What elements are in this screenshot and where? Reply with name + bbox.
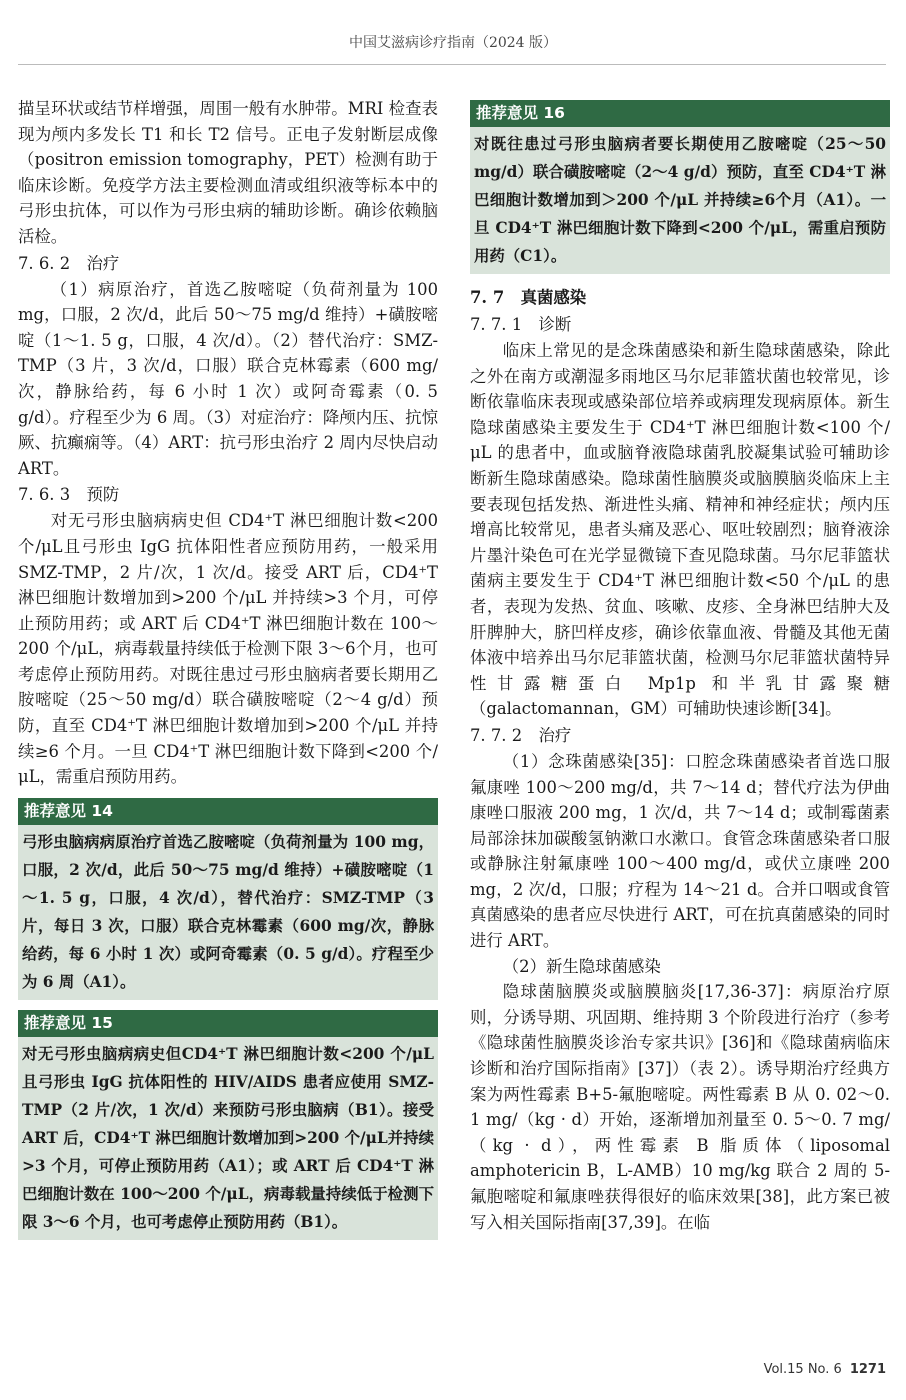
subheading-cryptococcus: （2）新生隐球菌感染 bbox=[502, 956, 661, 976]
running-header: 中国艾滋病诊疗指南（2024 版） bbox=[348, 35, 558, 51]
paragraph-7-6-2: （1）病原治疗，首选乙胺嘧啶（负荷剂量为 100 mg，口服，2 次/d，此后 50～75 mg/d 维持）+磺胺嘧啶（1～1. 5 g，口服，4 次/d）。（2）替代治疗：SMZ-TMP（3 片，3 次/d，口服）联合克林霉素（600 mg/次，静脉给药，每 6 小时 1 次）或阿奇霉素（0. 5 g/d）。疗程至少为 6 周。（3）对症治疗：降颅内压、抗惊厥、抗癫痫等。（4）ART：抗弓形虫治疗 2 周内尽快启动 ART。 bbox=[18, 279, 438, 478]
paragraph-7-7-2-cryptococcus: 隐球菌脑膜炎或脑膜脑炎[17,36-37]：病原治疗原则，分诱导期、巩固期、维持期 3 个阶段进行治疗（参考《隐球菌性脑膜炎诊治专家共识》[36]和《隐球菌病临床诊断和治疗国际指南》[37]）（表 2）。诱导期治疗经典方案为两性霉素 B+5-氟胞嘧啶。两性霉素 B 从 0. 02～0. 1 mg/（kg · d）开始，逐渐增加剂量至 0. 5～0. 7 mg/（kg · d），两性霉素 B 脂质体（liposomal amphotericin B，L-AMB）10 mg/kg 联合 2 周的 5-氟胞嘧啶和氟康唑获得很好的临床效果[38]，此方案已被写入相关国际指南[37,39]。在临 bbox=[470, 982, 890, 1232]
left-column bbox=[18, 96, 438, 1336]
recommendation-14-box bbox=[18, 798, 438, 1000]
recommendation-14-title: 推荐意见 14 bbox=[18, 798, 438, 825]
paragraph-7-7-1: 临床上常见的是念珠菌感染和新生隐球菌感染，除此之外在南方或潮湿多雨地区马尔尼菲篮状菌也较常见，诊断依靠临床表现或感染部位培养或病理发现病原体。新生隐球菌感染主要发生于 CD4⁺T 淋巴细胞计数<100 个/μL 的患者中，血或脑脊液隐球菌乳胶凝集试验可辅助诊断新生隐球菌感染。隐球菌性脑膜炎或脑膜脑炎临床上主要表现包括发热、渐进性头痛、精神和神经症状；颅内压增高比较常见，患者头痛及恶心、呕吐较剧烈；脑脊液涂片墨汁染色可在光学显微镜下查见隐球菌。马尔尼菲篮状菌病主要发生于 CD4⁺T 淋巴细胞计数<50 个/μL 的患者，表现为发热、贫血、咳嗽、皮疹、全身淋巴结肿大及肝脾肿大，脐凹样皮疹，确诊依靠血液、骨髓及其他无菌体液中培养出马尔尼菲篮状菌，检测马尔尼菲篮状菌特异性甘露糖蛋白 Mp1p 和半乳甘露聚糖（galactomannan，GM）可辅助快速诊断[34]。 bbox=[470, 341, 890, 719]
right-column bbox=[470, 96, 890, 1336]
paragraph-intro: 描呈环状或结节样增强，周围一般有水肿带。MRI 检查表现为颅内多发长 T1 和长 T2 信号。正电子发射断层成像（positron emission tomography，PET）检测有助于临床诊断。免疫学方法主要检测血清或组织液等标本中的弓形虫抗体，可以作为弓形虫病的辅助诊断。确诊依赖脑活检。 bbox=[18, 99, 438, 246]
volume-issue: Vol.15 No. 6 bbox=[763, 1362, 842, 1377]
recommendation-15-title: 推荐意见 15 bbox=[18, 1010, 438, 1037]
page-number: 1271 bbox=[849, 1362, 886, 1377]
paragraph-7-6-3: 对无弓形虫脑病病史但 CD4⁺T 淋巴细胞计数<200 个/μL且弓形虫 IgG 抗体阳性者应预防用药，一般采用 SMZ-TMP，2 片/次，1 次/d。接受 ART 后，CD4⁺T 淋巴细胞计数增加到>200 个/μL 并持续>3 个月，可停止预防用药；或 ART 后 CD4⁺T 淋巴细胞计数在 100～200 个/μL，病毒载量持续低于检测下限 3～6个月，也可考虑停止预防用药。对既往患过弓形虫脑病者要长期用乙胺嘧啶（25～50 mg/d）联合磺胺嘧啶（2～4 g/d）预防，直至 CD4⁺T 淋巴细胞计数增加到>200 个/μL 并持续≥6 个月。一旦 CD4⁺T 淋巴细胞计数下降到<200 个/μL，需重启预防用药。 bbox=[18, 511, 438, 787]
recommendation-15-box bbox=[18, 1010, 438, 1240]
recommendation-16-box bbox=[470, 100, 890, 274]
recommendation-16-body: 对既往患过弓形虫脑病者要长期使用乙胺嘧啶（25～50 mg/d）联合磺胺嘧啶（2～4 g/d）预防，直至 CD4⁺T 淋巴细胞计数增加到＞200 个/μL 并持续≥6个月（A1）。一旦 CD4⁺T 淋巴细胞计数下降到<200 个/μL，需重启预防用药（C1）。 bbox=[474, 135, 886, 265]
heading-7-7: 7. 7 真菌感染 bbox=[470, 288, 587, 307]
heading-7-6-2: 7. 6. 2 治疗 bbox=[18, 253, 120, 273]
recommendation-16-title: 推荐意见 16 bbox=[470, 100, 890, 127]
heading-7-7-1: 7. 7. 1 诊断 bbox=[470, 315, 572, 334]
recommendation-14-body: 弓形虫脑病病原治疗首选乙胺嘧啶（负荷剂量为 100 mg，口服，2 次/d，此后 50～75 mg/d 维持）+磺胺嘧啶（1～1. 5 g，口服，4 次/d），替代治疗：SMZ-TMP（3片，每日 3 次，口服）联合克林霉素（600 mg/次，静脉给药，每 6 小时 1 次）或阿奇霉素（0. 5 g/d）。疗程至少为 6 周（A1）。 bbox=[22, 832, 434, 991]
page-footer bbox=[764, 1362, 886, 1377]
recommendation-15-body: 对无弓形虫脑病病史但CD4⁺T 淋巴细胞计数<200 个/μL且弓形虫 IgG 抗体阳性的 HIV/AIDS 患者应使用 SMZ-TMP（2 片/次，1 次/d）来预防弓形虫脑病（B1）。接受 ART 后，CD4⁺T 淋巴细胞计数增加到>200 个/μL并持续>3 个月，可停止预防用药（A1）；或 ART 后 CD4⁺T 淋巴细胞计数在 100～200 个/μL，病毒载量持续低于检测下限 3～6 个月，也可考虑停止预防用药（B1）。 bbox=[22, 1044, 435, 1231]
paragraph-7-7-2-candida: （1）念珠菌感染[35]：口腔念珠菌感染者首选口服氟康唑 100～200 mg/d，共 7～14 d；替代疗法为伊曲康唑口服液 200 mg，1 次/d，共 7～14 d；或制霉菌素局部涂抹加碳酸氢钠漱口水漱口。食管念珠菌感染者口服或静脉注射氟康唑 100～400 mg/d，或伏立康唑 200 mg，2 次/d，口服；疗程为 14～21 d。合并口咽或食管真菌感染的患者应尽快进行 ART，可在抗真菌感染的同时进行 ART。 bbox=[470, 751, 890, 951]
heading-7-7-2: 7. 7. 2 治疗 bbox=[470, 725, 572, 745]
header-rule bbox=[18, 64, 886, 65]
heading-7-6-3: 7. 6. 3 预防 bbox=[18, 485, 120, 505]
